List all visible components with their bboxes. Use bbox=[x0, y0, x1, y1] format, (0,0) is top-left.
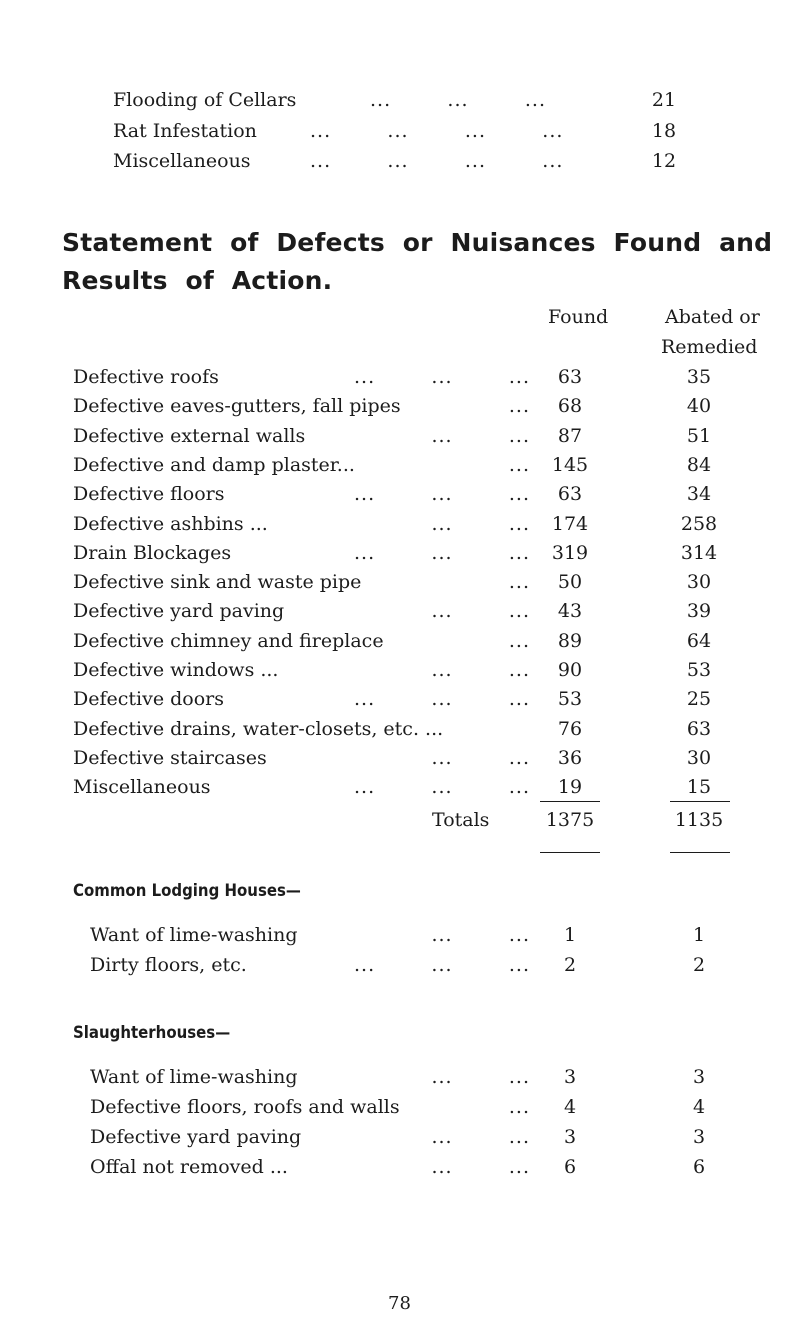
row-found-value: 43 bbox=[557, 600, 583, 622]
row-leader-dots: ... ... bbox=[431, 924, 530, 946]
row-label: Miscellaneous bbox=[73, 776, 211, 798]
row-found-value: 89 bbox=[557, 630, 583, 652]
column-header-abated-line2: Remedied bbox=[661, 336, 758, 358]
row-found-value: 174 bbox=[551, 513, 589, 535]
top-list-value-flooding: 21 bbox=[651, 89, 677, 111]
row-found-value: 76 bbox=[557, 718, 583, 740]
row-found-value: 36 bbox=[557, 747, 583, 769]
totals-found: 1375 bbox=[545, 809, 595, 831]
row-label: Defective drains, water-closets, etc. ... bbox=[73, 718, 444, 740]
row-label: Defective staircases bbox=[73, 747, 267, 769]
row-leader-dots: ... ... ... bbox=[354, 366, 530, 388]
row-found-value: 63 bbox=[557, 366, 583, 388]
row-label: Defective chimney and fireplace bbox=[73, 630, 384, 652]
top-list-value-rat: 18 bbox=[651, 120, 677, 142]
totals-rule-bottom-found bbox=[540, 852, 600, 853]
totals-rule-top-abated bbox=[670, 801, 730, 802]
top-list-label-flooding: Flooding of Cellars bbox=[113, 89, 297, 111]
row-abated-value: 2 bbox=[692, 954, 706, 976]
row-found-value: 2 bbox=[563, 954, 577, 976]
row-abated-value: 1 bbox=[692, 924, 706, 946]
row-found-value: 53 bbox=[557, 688, 583, 710]
row-leader-dots: ... ... ... bbox=[354, 542, 530, 564]
lodging-title: Common Lodging Houses— bbox=[73, 881, 301, 901]
row-found-value: 87 bbox=[557, 425, 583, 447]
top-list-value-misc: 12 bbox=[651, 150, 677, 172]
totals-abated: 1135 bbox=[674, 809, 724, 831]
row-leader-dots: ... ... bbox=[431, 1126, 530, 1148]
row-label: Defective roofs bbox=[73, 366, 219, 388]
row-leader-dots: ... ... bbox=[431, 1156, 530, 1178]
row-leader-dots: ... ... bbox=[431, 1066, 530, 1088]
row-found-value: 3 bbox=[563, 1126, 577, 1148]
row-label: Defective external walls bbox=[73, 425, 306, 447]
row-abated-value: 40 bbox=[686, 395, 712, 417]
row-label: Dirty floors, etc. bbox=[90, 954, 247, 976]
row-abated-value: 30 bbox=[686, 571, 712, 593]
column-header-abated-line1: Abated or bbox=[665, 306, 760, 328]
row-leader-dots: ... bbox=[508, 571, 530, 593]
row-abated-value: 30 bbox=[686, 747, 712, 769]
row-abated-value: 51 bbox=[686, 425, 712, 447]
row-leader-dots: ... ... ... bbox=[354, 483, 530, 505]
totals-label: Totals bbox=[432, 809, 490, 831]
row-abated-value: 84 bbox=[686, 454, 712, 476]
row-leader-dots: ... ... ... bbox=[354, 776, 530, 798]
totals-rule-bottom-abated bbox=[670, 852, 730, 853]
row-abated-value: 258 bbox=[680, 513, 718, 535]
row-abated-value: 25 bbox=[686, 688, 712, 710]
row-leader-dots: ... ... bbox=[431, 747, 530, 769]
top-list-dots: ... ... ... bbox=[370, 89, 546, 111]
row-found-value: 6 bbox=[563, 1156, 577, 1178]
row-label: Want of lime-washing bbox=[90, 1066, 298, 1088]
row-leader-dots: ... bbox=[508, 454, 530, 476]
row-leader-dots: ... ... bbox=[431, 425, 530, 447]
row-found-value: 319 bbox=[551, 542, 589, 564]
row-found-value: 145 bbox=[551, 454, 589, 476]
section-heading-line1: Statement of Defects or Nuisances Found and bbox=[62, 228, 773, 257]
row-label: Offal not removed ... bbox=[90, 1156, 288, 1178]
row-label: Defective sink and waste pipe bbox=[73, 571, 362, 593]
row-leader-dots: ... bbox=[508, 630, 530, 652]
totals-rule-top-found bbox=[540, 801, 600, 802]
column-header-found: Found bbox=[548, 306, 609, 328]
row-abated-value: 35 bbox=[686, 366, 712, 388]
row-abated-value: 6 bbox=[692, 1156, 706, 1178]
row-abated-value: 63 bbox=[686, 718, 712, 740]
top-list-label-rat: Rat Infestation bbox=[113, 120, 257, 142]
row-label: Want of lime-washing bbox=[90, 924, 298, 946]
row-label: Drain Blockages bbox=[73, 542, 232, 564]
row-found-value: 90 bbox=[557, 659, 583, 681]
row-abated-value: 314 bbox=[680, 542, 718, 564]
row-leader-dots: ... ... bbox=[431, 513, 530, 535]
row-abated-value: 39 bbox=[686, 600, 712, 622]
row-label: Defective and damp plaster... bbox=[73, 454, 355, 476]
top-list-dots: ... ... ... ... bbox=[310, 150, 564, 172]
row-leader-dots: ... ... bbox=[431, 659, 530, 681]
row-found-value: 3 bbox=[563, 1066, 577, 1088]
row-found-value: 1 bbox=[563, 924, 577, 946]
row-label: Defective eaves-gutters, fall pipes bbox=[73, 395, 401, 417]
row-label: Defective floors bbox=[73, 483, 225, 505]
row-leader-dots: ... ... ... bbox=[354, 954, 530, 976]
row-abated-value: 34 bbox=[686, 483, 712, 505]
row-leader-dots: ... bbox=[508, 395, 530, 417]
row-abated-value: 64 bbox=[686, 630, 712, 652]
row-leader-dots: ... ... ... bbox=[354, 688, 530, 710]
row-leader-dots: ... bbox=[508, 1096, 530, 1118]
row-abated-value: 15 bbox=[686, 776, 712, 798]
row-abated-value: 4 bbox=[692, 1096, 706, 1118]
row-label: Defective windows ... bbox=[73, 659, 279, 681]
row-abated-value: 3 bbox=[692, 1066, 706, 1088]
top-list-label-misc: Miscellaneous bbox=[113, 150, 251, 172]
row-label: Defective ashbins ... bbox=[73, 513, 268, 535]
page-number: 78 bbox=[388, 1293, 411, 1314]
slaughter-title: Slaughterhouses— bbox=[73, 1023, 231, 1043]
row-label: Defective yard paving bbox=[90, 1126, 302, 1148]
row-abated-value: 3 bbox=[692, 1126, 706, 1148]
row-label: Defective yard paving bbox=[73, 600, 285, 622]
row-found-value: 19 bbox=[557, 776, 583, 798]
section-heading-line2: Results of Action. bbox=[62, 266, 333, 295]
row-found-value: 4 bbox=[563, 1096, 577, 1118]
row-found-value: 50 bbox=[557, 571, 583, 593]
row-found-value: 63 bbox=[557, 483, 583, 505]
row-found-value: 68 bbox=[557, 395, 583, 417]
row-abated-value: 53 bbox=[686, 659, 712, 681]
row-leader-dots: ... ... bbox=[431, 600, 530, 622]
row-label: Defective doors bbox=[73, 688, 224, 710]
top-list-dots: ... ... ... ... bbox=[310, 120, 564, 142]
row-label: Defective floors, roofs and walls bbox=[90, 1096, 400, 1118]
